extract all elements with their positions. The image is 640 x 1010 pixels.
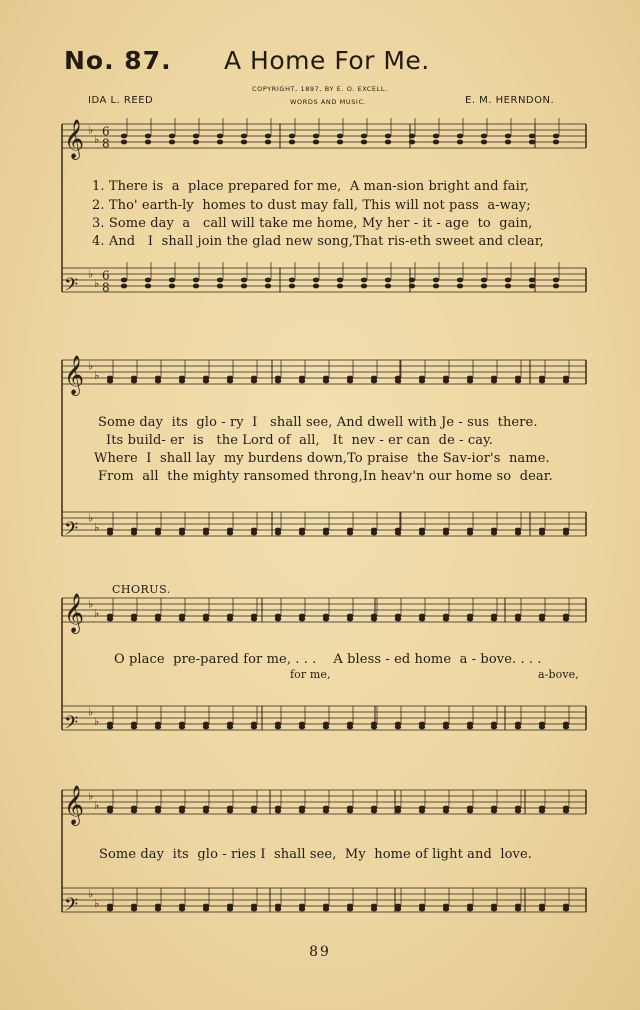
verse-1-line-1: 1. There is a place prepared for me, A man-sion bright and fair, xyxy=(92,179,530,194)
note-head xyxy=(155,725,161,730)
note-head xyxy=(275,907,281,912)
flat-sign: ♭ xyxy=(94,799,100,813)
note-head xyxy=(275,531,281,536)
note-head xyxy=(515,725,521,730)
note-head xyxy=(289,134,295,139)
verse-2-line-1: 2. Tho' earth-ly homes to dust may fall, This will not pass a-way; xyxy=(92,198,531,213)
note-head xyxy=(299,379,305,384)
note-head xyxy=(107,809,113,814)
note-head xyxy=(563,725,569,730)
flat-sign: ♭ xyxy=(88,359,94,373)
note-head xyxy=(289,284,295,289)
hymn-title: A Home For Me. xyxy=(224,46,430,75)
note-head xyxy=(107,725,113,730)
note-head xyxy=(457,134,463,139)
note-head xyxy=(539,379,545,384)
note-head xyxy=(131,907,137,912)
note-head xyxy=(563,809,569,814)
bass-clef: 𝄢 xyxy=(64,895,79,920)
note-head xyxy=(107,907,113,912)
note-head xyxy=(443,809,449,814)
note-head xyxy=(217,140,223,145)
flat-sign: ♭ xyxy=(94,607,100,621)
words-and-music-line: WORDS AND MUSIC. xyxy=(290,98,367,106)
note-head xyxy=(193,140,199,145)
note-head xyxy=(419,725,425,730)
bass-clef: 𝄢 xyxy=(64,519,79,544)
note-head xyxy=(505,134,511,139)
note-head xyxy=(265,140,271,145)
note-head xyxy=(529,140,535,145)
note-head xyxy=(299,725,305,730)
note-head xyxy=(203,907,209,912)
note-head xyxy=(553,140,559,145)
note-head xyxy=(227,617,233,622)
note-head xyxy=(433,140,439,145)
note-head xyxy=(433,278,439,283)
note-head xyxy=(193,134,199,139)
note-head xyxy=(107,379,113,384)
treble-clef: 𝄞 xyxy=(64,119,85,159)
note-head xyxy=(131,725,137,730)
note-head xyxy=(491,617,497,622)
note-head xyxy=(155,379,161,384)
chorus-label: CHORUS. xyxy=(112,583,171,596)
note-head xyxy=(131,531,137,536)
note-head xyxy=(395,379,401,384)
note-head xyxy=(457,140,463,145)
note-head xyxy=(563,531,569,536)
note-head xyxy=(481,140,487,145)
note-head xyxy=(443,725,449,730)
note-head xyxy=(347,379,353,384)
note-head xyxy=(371,617,377,622)
note-head xyxy=(313,140,319,145)
note-head xyxy=(529,284,535,289)
note-head xyxy=(169,140,175,145)
note-head xyxy=(179,809,185,814)
note-head xyxy=(145,278,151,283)
note-head xyxy=(491,379,497,384)
note-head xyxy=(529,278,535,283)
note-head xyxy=(443,379,449,384)
note-head xyxy=(299,617,305,622)
time-sig-bottom: 8 xyxy=(102,136,110,151)
note-head xyxy=(553,278,559,283)
chorus-line-1: O place pre-pared for me, . . . A bless - ed home a - bove. . . . xyxy=(114,652,542,667)
note-head xyxy=(275,617,281,622)
note-head xyxy=(203,725,209,730)
time-sig-top: 6 xyxy=(102,268,110,283)
note-head xyxy=(251,531,257,536)
flat-sign: ♭ xyxy=(88,511,94,525)
note-head xyxy=(299,907,305,912)
note-head xyxy=(491,907,497,912)
note-head xyxy=(433,284,439,289)
flat-sign: ♭ xyxy=(88,597,94,611)
note-head xyxy=(131,809,137,814)
note-head xyxy=(179,907,185,912)
note-head xyxy=(203,809,209,814)
note-head xyxy=(539,725,545,730)
note-head xyxy=(467,617,473,622)
note-head xyxy=(131,617,137,622)
note-head xyxy=(505,284,511,289)
note-head xyxy=(371,379,377,384)
verse-1-line-2: Some day its glo - ry I shall see, And dwell with Je - sus there. xyxy=(98,415,538,430)
note-head xyxy=(563,617,569,622)
note-head xyxy=(323,907,329,912)
verse-2-line-2: Its build- er is the Lord of all, It nev - er can de - cay. xyxy=(106,433,494,448)
note-head xyxy=(179,617,185,622)
note-head xyxy=(443,617,449,622)
verse-4-line-2: From all the mighty ransomed throng,In heav'n our home so dear. xyxy=(98,469,553,484)
note-head xyxy=(347,907,353,912)
note-head xyxy=(241,134,247,139)
note-head xyxy=(217,278,223,283)
flat-sign: ♭ xyxy=(88,267,94,281)
note-head xyxy=(347,531,353,536)
note-head xyxy=(409,140,415,145)
note-head xyxy=(251,725,257,730)
flat-sign: ♭ xyxy=(94,369,100,383)
note-head xyxy=(203,531,209,536)
note-head xyxy=(275,809,281,814)
note-head xyxy=(539,531,545,536)
note-head xyxy=(251,617,257,622)
flat-sign: ♭ xyxy=(94,897,100,911)
note-head xyxy=(179,379,185,384)
note-head xyxy=(539,809,545,814)
note-head xyxy=(121,140,127,145)
note-head xyxy=(515,531,521,536)
note-head xyxy=(467,531,473,536)
note-head xyxy=(419,809,425,814)
flat-sign: ♭ xyxy=(94,521,100,535)
note-head xyxy=(395,907,401,912)
chorus-bass-echo-1: for me, xyxy=(290,668,331,681)
flat-sign: ♭ xyxy=(88,789,94,803)
note-head xyxy=(481,134,487,139)
lyricist-credit: IDA L. REED xyxy=(88,95,154,106)
note-head xyxy=(505,140,511,145)
note-head xyxy=(337,134,343,139)
note-head xyxy=(241,278,247,283)
note-head xyxy=(155,809,161,814)
composer-credit: E. M. HERNDON. xyxy=(465,95,555,106)
note-head xyxy=(337,278,343,283)
note-head xyxy=(395,725,401,730)
note-head xyxy=(275,725,281,730)
note-head xyxy=(347,809,353,814)
chorus-bass-echo-2: a-bove, xyxy=(538,668,579,681)
note-head xyxy=(419,531,425,536)
note-head xyxy=(443,531,449,536)
treble-clef: 𝄞 xyxy=(64,593,85,633)
flat-sign: ♭ xyxy=(94,277,100,291)
note-head xyxy=(193,278,199,283)
note-head xyxy=(347,725,353,730)
note-head xyxy=(145,140,151,145)
note-head xyxy=(107,531,113,536)
note-head xyxy=(553,134,559,139)
note-head xyxy=(107,617,113,622)
note-head xyxy=(481,278,487,283)
note-head xyxy=(251,907,257,912)
note-head xyxy=(193,284,199,289)
note-head xyxy=(227,907,233,912)
note-head xyxy=(241,140,247,145)
note-head xyxy=(337,284,343,289)
note-head xyxy=(505,278,511,283)
note-head xyxy=(169,284,175,289)
treble-clef: 𝄞 xyxy=(64,785,85,825)
note-head xyxy=(227,531,233,536)
time-sig-bottom: 8 xyxy=(102,280,110,295)
note-head xyxy=(409,134,415,139)
flat-sign: ♭ xyxy=(88,123,94,137)
note-head xyxy=(203,379,209,384)
note-head xyxy=(251,809,257,814)
treble-clef: 𝄞 xyxy=(64,355,85,395)
note-head xyxy=(323,617,329,622)
note-head xyxy=(385,140,391,145)
note-head xyxy=(419,907,425,912)
bass-clef: 𝄢 xyxy=(64,713,79,738)
note-head xyxy=(169,278,175,283)
note-head xyxy=(539,907,545,912)
note-head xyxy=(227,809,233,814)
flat-sign: ♭ xyxy=(94,133,100,147)
note-head xyxy=(155,907,161,912)
note-head xyxy=(265,278,271,283)
note-head xyxy=(323,809,329,814)
note-head xyxy=(491,725,497,730)
flat-sign: ♭ xyxy=(94,715,100,729)
note-head xyxy=(275,379,281,384)
note-head xyxy=(395,809,401,814)
note-head xyxy=(515,617,521,622)
note-head xyxy=(227,725,233,730)
note-head xyxy=(457,278,463,283)
note-head xyxy=(361,278,367,283)
note-head xyxy=(371,725,377,730)
note-head xyxy=(491,531,497,536)
note-head xyxy=(385,134,391,139)
note-head xyxy=(217,284,223,289)
verse-3-line-1: 3. Some day a call will take me home, My her - it - age to gain, xyxy=(92,216,533,231)
note-head xyxy=(121,278,127,283)
note-head xyxy=(323,725,329,730)
chorus-line-2: Some day its glo - ries I shall see, My home of light and love. xyxy=(99,847,532,862)
note-head xyxy=(155,617,161,622)
note-head xyxy=(337,140,343,145)
note-head xyxy=(227,379,233,384)
note-head xyxy=(529,134,535,139)
hymn-number: No. 87. xyxy=(64,46,172,75)
note-head xyxy=(299,809,305,814)
note-head xyxy=(179,725,185,730)
copyright-line: COPYRIGHT, 1897, BY E. O. EXCELL. xyxy=(252,85,388,93)
note-head xyxy=(539,617,545,622)
note-head xyxy=(347,617,353,622)
note-head xyxy=(323,379,329,384)
note-head xyxy=(203,617,209,622)
note-head xyxy=(313,134,319,139)
note-head xyxy=(121,134,127,139)
note-head xyxy=(361,140,367,145)
note-head xyxy=(457,284,463,289)
note-head xyxy=(169,134,175,139)
note-head xyxy=(443,907,449,912)
note-head xyxy=(409,278,415,283)
time-sig-top: 6 xyxy=(102,124,110,139)
note-head xyxy=(481,284,487,289)
note-head xyxy=(515,379,521,384)
note-head xyxy=(241,284,247,289)
note-head xyxy=(515,907,521,912)
flat-sign: ♭ xyxy=(88,887,94,901)
note-head xyxy=(251,379,257,384)
note-head xyxy=(491,809,497,814)
note-head xyxy=(289,278,295,283)
note-head xyxy=(145,134,151,139)
note-head xyxy=(385,278,391,283)
note-head xyxy=(121,284,127,289)
note-head xyxy=(265,284,271,289)
note-head xyxy=(467,907,473,912)
note-head xyxy=(313,284,319,289)
note-head xyxy=(395,531,401,536)
note-head xyxy=(563,379,569,384)
note-head xyxy=(419,379,425,384)
note-head xyxy=(419,617,425,622)
note-head xyxy=(289,140,295,145)
note-head xyxy=(361,284,367,289)
note-head xyxy=(131,379,137,384)
note-head xyxy=(371,907,377,912)
verse-3-line-2: Where I shall lay my burdens down,To praise the Sav-ior's name. xyxy=(94,451,550,466)
note-head xyxy=(515,809,521,814)
note-head xyxy=(385,284,391,289)
note-head xyxy=(467,725,473,730)
note-head xyxy=(155,531,161,536)
note-head xyxy=(265,134,271,139)
note-head xyxy=(145,284,151,289)
note-head xyxy=(467,379,473,384)
note-head xyxy=(313,278,319,283)
note-head xyxy=(433,134,439,139)
note-head xyxy=(371,531,377,536)
note-head xyxy=(323,531,329,536)
note-head xyxy=(409,284,415,289)
note-head xyxy=(299,531,305,536)
note-head xyxy=(553,284,559,289)
note-head xyxy=(371,809,377,814)
flat-sign: ♭ xyxy=(88,705,94,719)
verse-4-line-1: 4. And I shall join the glad new song,That ris-eth sweet and clear, xyxy=(92,234,544,249)
bass-clef: 𝄢 xyxy=(64,275,79,300)
note-head xyxy=(467,809,473,814)
note-head xyxy=(361,134,367,139)
note-head xyxy=(217,134,223,139)
note-head xyxy=(395,617,401,622)
page-number: 89 xyxy=(309,944,331,960)
note-head xyxy=(563,907,569,912)
note-head xyxy=(179,531,185,536)
